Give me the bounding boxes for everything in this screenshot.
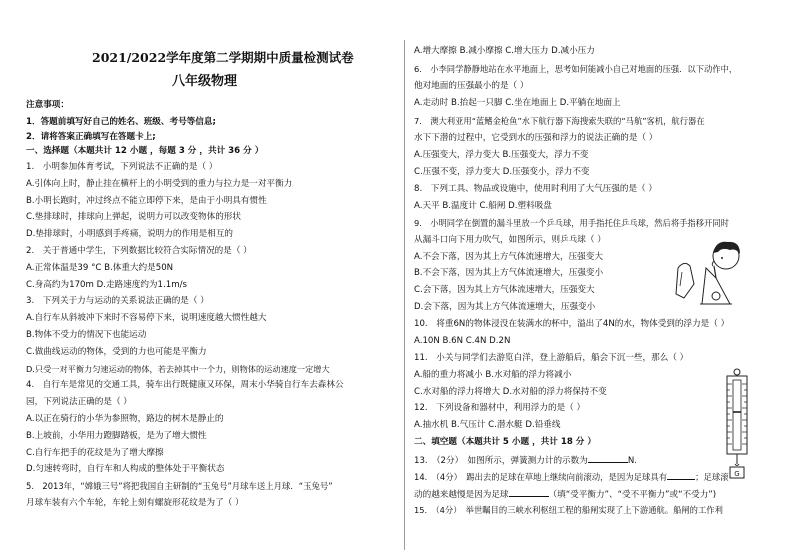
question-line: 水下下潜的过程中，它受到水的压强和浮力的说法正确的是（ ）: [414, 133, 658, 143]
question-line: 从漏斗口向下用力吹气，如图所示，则乒乓球（ ）: [414, 235, 606, 245]
question-text-tail: ；足球滚: [695, 472, 729, 482]
question-line: 园，下列说法正确的是（ ）: [26, 397, 132, 407]
question-line: C.压强不变，浮力变大 D.压强变小，浮力不变: [414, 167, 590, 177]
ping-pong-ball-icon: [712, 292, 720, 300]
question-line: B.不会下落，因为其上方气体流速增大，压强变小: [414, 268, 604, 278]
question-line: 7. 澳大利亚用“蓝鳍金枪鱼”水下航行器下海搜索失联的“马航”客机，航行器在: [414, 116, 705, 126]
exam-title: 2021/2022学年度第二学期期中质量检测试卷: [92, 50, 354, 65]
question-line: 9. 小明同学在倒置的漏斗里放一个乒乓球，用手指托住乒乓球，然后将手指移开同时: [414, 218, 729, 228]
unit-text: N.: [627, 456, 637, 466]
answer-options: （填“受平衡力”、“受不平衡力”或“不受力”): [548, 490, 717, 500]
question-line: C.自行车把手的花纹是为了增大摩擦: [26, 448, 164, 458]
question-line: A.引体向上时，静止挂在横杆上的小明受到的重力与拉力是一对平衡力: [26, 179, 293, 189]
answer-blank: [588, 454, 628, 463]
answer-blank: [509, 488, 549, 497]
right-column: [400, 0, 794, 560]
question-line: C.身高约为170m D.走路速度约为1.1m/s: [26, 280, 187, 290]
scale-body: [727, 376, 747, 454]
hand-icon: [676, 263, 694, 298]
question-line: A.正常体温是39 °C B.体重大约是50N: [26, 263, 174, 273]
notice-item: 1．答题前填写好自己的姓名、班级、考号等信息;: [26, 117, 216, 127]
question-line: C.做曲线运动的物体，受到的力也可能是平衡力: [26, 347, 207, 357]
section-heading: 一、选择题（本题共计 12 小题 ，每题 3 分 ，共计 36 分 ）: [26, 146, 264, 156]
question-line: [414, 471, 729, 483]
question-line: A.增大摩擦 B.减小摩擦 C.增大压力 D.减小压力: [414, 46, 595, 56]
question-line: B.小明长跑时，冲过终点不能立即停下来，是由于小明具有惯性: [26, 196, 267, 206]
question-line: C.垫排球时，排球向上弹起，说明力可以改变物体的形状: [26, 212, 241, 222]
question-line: D.匀速转弯时，自行车和人构成的整体处于平衡状态: [26, 464, 225, 474]
question-line: 1. 小明参加体育考试，下列说法不正确的是（ ）: [26, 162, 218, 172]
question-line: 11. 小关与同学们去游览白洋，登上游船后，船会下沉一些，那么（ ）: [414, 353, 689, 363]
question-line: 他对地面的压强最小的是（ ）: [414, 81, 529, 91]
question-line: 8. 下列工具、物品或设施中，使用时利用了大气压强的是（ ）: [414, 184, 657, 194]
question-line: A.压强变大，浮力变大 B.压强变大，浮力不变: [414, 150, 589, 160]
question-line: [414, 454, 637, 467]
question-line: A.走动时 B.抬起一只脚 C.坐在地面上 D.平躺在地面上: [414, 98, 621, 108]
question-line: D.只受一对平衡力匀速运动的物体，若去掉其中一个力，则物体的运动速度一定增大: [26, 364, 330, 374]
question-line: A.抽水机 B.气压计 C.潜水艇 D.铅垂线: [414, 420, 561, 430]
section-heading: 二、填空题（本题共计 5 小题 ，共计 18 分 ）: [414, 437, 596, 447]
answer-blank: [667, 471, 695, 480]
question-line: 5. 2013年，“嫦娥三号”将把我国自主研制的“玉兔号”月球车送上月球．“玉兔号”: [26, 481, 333, 491]
spring-scale-figure: [722, 368, 752, 480]
question-line: 4. 自行车是常见的交通工具，骑车出行既健康又环保，周末小华骑自行车去森林公: [26, 380, 344, 390]
question-line: A.船的重力将减小 B.水对船的浮力将减小: [414, 370, 572, 380]
question-line: C.会下落，因为其上方气体流速增大，压强变大: [414, 285, 595, 295]
question-line: D.垫排球时，小明感到手疼痛，说明力的作用是相互的: [26, 229, 234, 239]
question-text: 动的越来越慢是因为足球: [414, 490, 509, 500]
question-line: 10. 将重6N的物体浸没在装满水的杯中，溢出了4N的水，物体受到的浮力是（ ）: [414, 319, 730, 329]
question-line: A.以正在骑行的小华为参照物，路边的树木是静止的: [26, 414, 224, 424]
boy-head-icon: [712, 242, 740, 269]
question-line: A.天平 B.温度计 C.船闸 D.塑料吸盘: [414, 201, 552, 211]
funnel-icon: [700, 266, 732, 304]
question-line: A.不会下落，因为其上方气体流速增大，压强变大: [414, 252, 603, 262]
weight-label: G: [734, 470, 740, 478]
notice-heading: 注意事项：: [26, 100, 69, 110]
scale-hook-icon: [734, 369, 740, 375]
question-text: 14. （4分） 踢出去的足球在草地上继续向前滚动，是因为足球具有: [414, 472, 668, 482]
question-line: A.10N B.6N C.4N D.2N: [414, 336, 511, 346]
question-line: B.物体不受力的情况下也能运动: [26, 330, 147, 340]
question-line: 6. 小李同学静静地站在水平地面上，思考如何能减小自己对地面的压强．以下动作中，: [414, 64, 738, 74]
exam-subject: 八年级物理: [172, 74, 238, 89]
question-line: 3. 下列关于力与运动的关系说法正确的是（ ）: [26, 296, 209, 306]
question-line: 2. 关于普通中学生，下列数据比较符合实际情况的是（ ）: [26, 246, 252, 256]
question-text: 13. （2分） 如图所示，弹簧测力计的示数为: [414, 456, 588, 466]
question-line: [414, 488, 716, 501]
funnel-blowing-figure: [670, 238, 760, 310]
notice-item: 2．请将答案正确填写在答题卡上;: [26, 132, 156, 142]
question-line: A.自行车从斜坡冲下来时不容易停下来，说明速度越大惯性越大: [26, 313, 267, 323]
question-line: 15. （4分） 举世瞩目的三峡水利枢纽工程的船闸实现了上下游通航。船闸的工作利: [414, 505, 723, 515]
question-line: 12. 下列设备和器材中，利用浮力的是（ ）: [414, 403, 586, 413]
question-line: B.上坡前，小华用力蹬脚踏板，是为了增大惯性: [26, 431, 207, 441]
question-line: C.水对船的浮力将增大 D.水对船的浮力将保持不变: [414, 387, 607, 397]
question-line: 月球车装有六个车轮，车轮上刻有螺旋形花纹是为了（ ）: [26, 498, 244, 508]
question-line: D.会下落，因为其上方气体流速增大，压强变小: [414, 302, 596, 312]
